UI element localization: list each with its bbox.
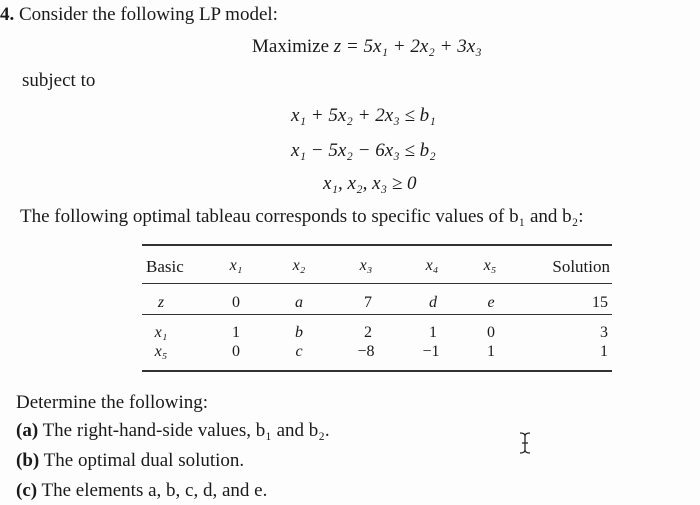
row-x1-x4: 1: [429, 324, 437, 341]
part-b-text: The optimal dual solution.: [43, 450, 245, 471]
tableau-z-row-rule: [142, 314, 612, 315]
row-x1-solution: 3: [600, 324, 608, 341]
objective-expression: z = 5x₁ + 2x₂ + 3x₃: [333, 36, 482, 57]
part-c-label: (c): [16, 480, 38, 501]
row-z-x1: 0: [232, 294, 240, 311]
constraint-1: x₁ + 5x₂ + 2x₃ ≤ b₁: [291, 105, 436, 126]
text-cursor-icon: [519, 432, 531, 454]
row-x1-x1: 1: [232, 324, 240, 341]
row-x1-basic: x₁: [154, 324, 168, 341]
part-c: [16, 480, 267, 502]
part-a-text: The right-hand-side values, b₁ and b₂.: [42, 420, 330, 441]
part-c-text: The elements a, b, c, d, and e.: [41, 480, 268, 501]
tableau-bottom-rule: [142, 370, 612, 372]
objective-prefix: Maximize: [252, 36, 334, 57]
part-a: [16, 420, 330, 442]
subject-to-label: subject to: [22, 70, 96, 91]
row-x1-x2: b: [295, 324, 303, 341]
row-z-basic: z: [157, 294, 165, 311]
question-heading: [0, 4, 278, 26]
tableau-top-rule: [142, 244, 612, 246]
row-z-x2: a: [295, 294, 303, 311]
row-z-x4: d: [429, 294, 437, 311]
row-x5-x4: −1: [422, 343, 440, 360]
header-x3: x₃: [359, 257, 373, 274]
part-b: [16, 450, 244, 472]
optimal-tableau: [142, 244, 612, 374]
row-x5-x3: −8: [357, 343, 375, 360]
row-x5-basic: x₅: [154, 343, 168, 360]
row-x1-x5: 0: [487, 324, 495, 341]
header-x5: x₅: [483, 257, 497, 274]
header-x1: x₁: [229, 257, 243, 274]
tableau-intro: The following optimal tableau corresponds to specific values of b₁ and b₂:: [20, 206, 584, 227]
header-x4: x₄: [425, 257, 439, 274]
row-x5-x5: 1: [487, 343, 495, 360]
part-b-label: (b): [16, 450, 40, 471]
header-basic: Basic: [146, 257, 184, 276]
question-heading-text: Consider the following LP model:: [19, 4, 278, 25]
nonnegativity-constraint: x₁, x₂, x₃ ≥ 0: [323, 173, 417, 194]
row-z-x5: e: [487, 294, 495, 311]
header-x2: x₂: [292, 257, 306, 274]
constraint-2: x₁ − 5x₂ − 6x₃ ≤ b₂: [291, 140, 436, 161]
question-number: 4.: [0, 4, 15, 25]
row-z-x3: 7: [364, 294, 372, 311]
row-x5-x2: c: [295, 343, 303, 360]
row-z-solution: 15: [592, 294, 608, 311]
determine-heading: Determine the following:: [16, 392, 209, 413]
row-x5-solution: 1: [600, 343, 608, 360]
row-x1-x3: 2: [364, 324, 372, 341]
objective-function: [252, 36, 482, 58]
header-solution: Solution: [552, 257, 610, 276]
part-a-label: (a): [16, 420, 39, 441]
tableau-header-rule: [142, 283, 612, 284]
row-x5-x1: 0: [232, 343, 240, 360]
